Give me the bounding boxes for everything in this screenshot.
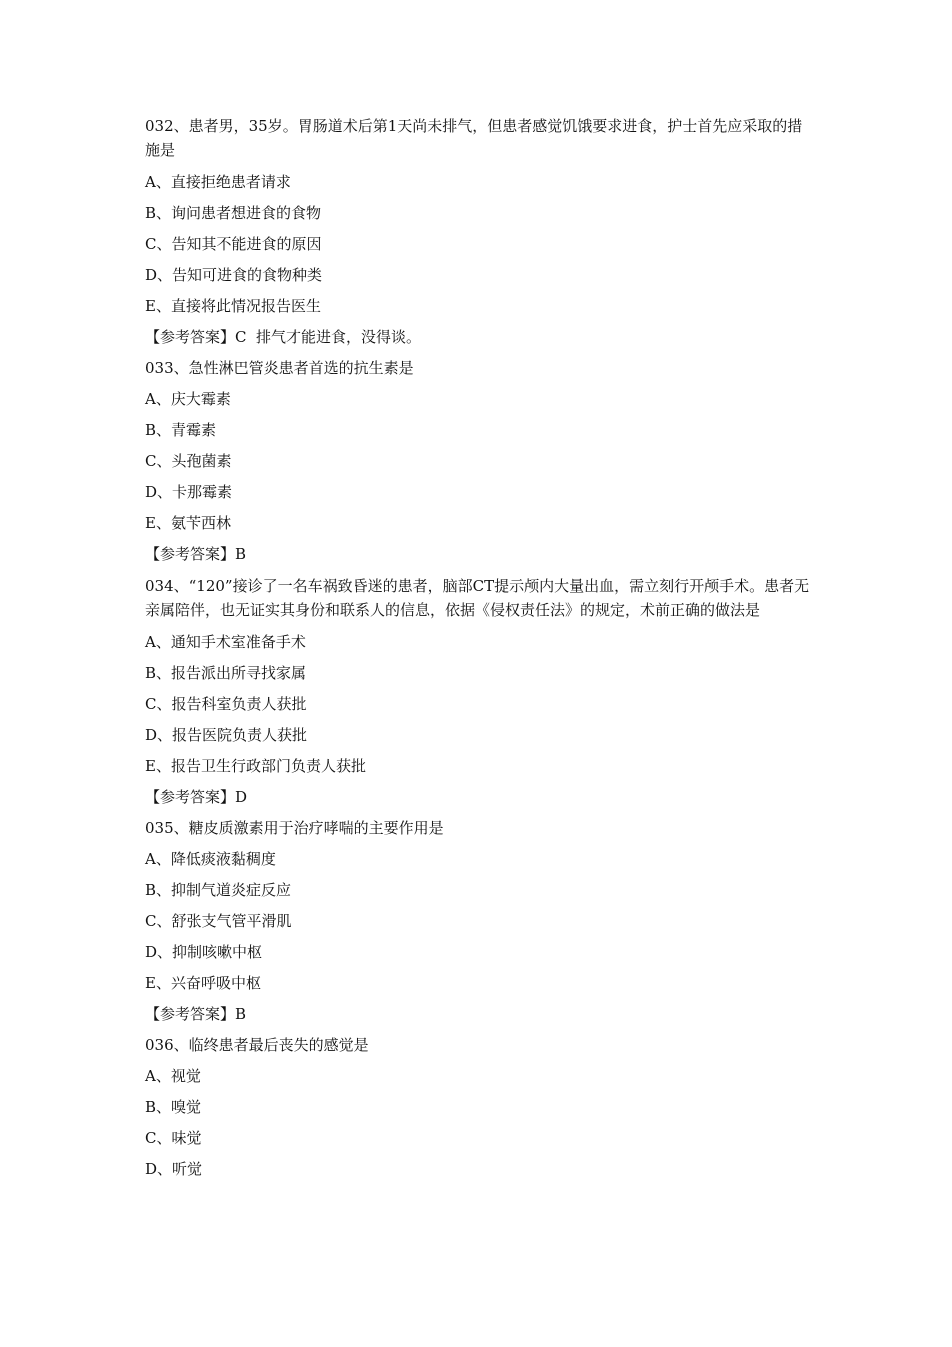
option: C、舒张支气管平滑肌 [145, 912, 292, 930]
question-stem: 035、糖皮质激素用于治疗哮喘的主要作用是 [145, 819, 444, 837]
reference-answer: 【参考答案】C 排气才能进食，没得谈。 [145, 328, 422, 346]
option: A、通知手术室准备手术 [145, 633, 306, 651]
reference-answer: 【参考答案】D [145, 788, 248, 806]
option: D、告知可进食的食物种类 [145, 266, 323, 284]
option: A、庆大霉素 [145, 390, 231, 408]
option: D、卡那霉素 [145, 483, 233, 501]
option: E、兴奋呼吸中枢 [145, 974, 261, 992]
option: A、降低痰液黏稠度 [145, 850, 276, 868]
option: E、直接将此情况报告医生 [145, 297, 321, 315]
option: D、听觉 [145, 1160, 203, 1178]
option: C、报告科室负责人获批 [145, 695, 307, 713]
option: D、抑制咳嗽中枢 [145, 943, 263, 961]
option: D、报告医院负责人获批 [145, 726, 308, 744]
question-stem: 033、急性淋巴管炎患者首选的抗生素是 [145, 359, 414, 377]
question-stem: 032、患者男，35岁。胃肠道术后第1天尚未排气，但患者感觉饥饿要求进食，护士首先应采取的措施是 [145, 117, 803, 159]
option: A、直接拒绝患者请求 [145, 173, 291, 191]
option: C、头孢菌素 [145, 452, 232, 470]
option: A、视觉 [145, 1067, 201, 1085]
question-stem: 036、临终患者最后丧失的感觉是 [145, 1036, 369, 1054]
document-page [145, 114, 813, 1189]
option: E、氨苄西林 [145, 514, 231, 532]
option: C、告知其不能进食的原因 [145, 235, 322, 253]
option: C、味觉 [145, 1129, 202, 1147]
question-stem: 034、“120”接诊了一名车祸致昏迷的患者，脑部CT提示颅内大量出血，需立刻行开颅手术。患者无亲属陪伴，也无证实其身份和联系人的信息，依据《侵权责任法》的规定，术前正确的做法是 [145, 577, 810, 619]
option: B、抑制气道炎症反应 [145, 881, 292, 899]
option: B、报告派出所寻找家属 [145, 664, 307, 682]
option: B、青霉素 [145, 421, 217, 439]
option: B、嗅觉 [145, 1098, 202, 1116]
option: B、询问患者想进食的食物 [145, 204, 322, 222]
reference-answer: 【参考答案】B [145, 545, 247, 563]
option: E、报告卫生行政部门负责人获批 [145, 757, 366, 775]
reference-answer: 【参考答案】B [145, 1005, 247, 1023]
